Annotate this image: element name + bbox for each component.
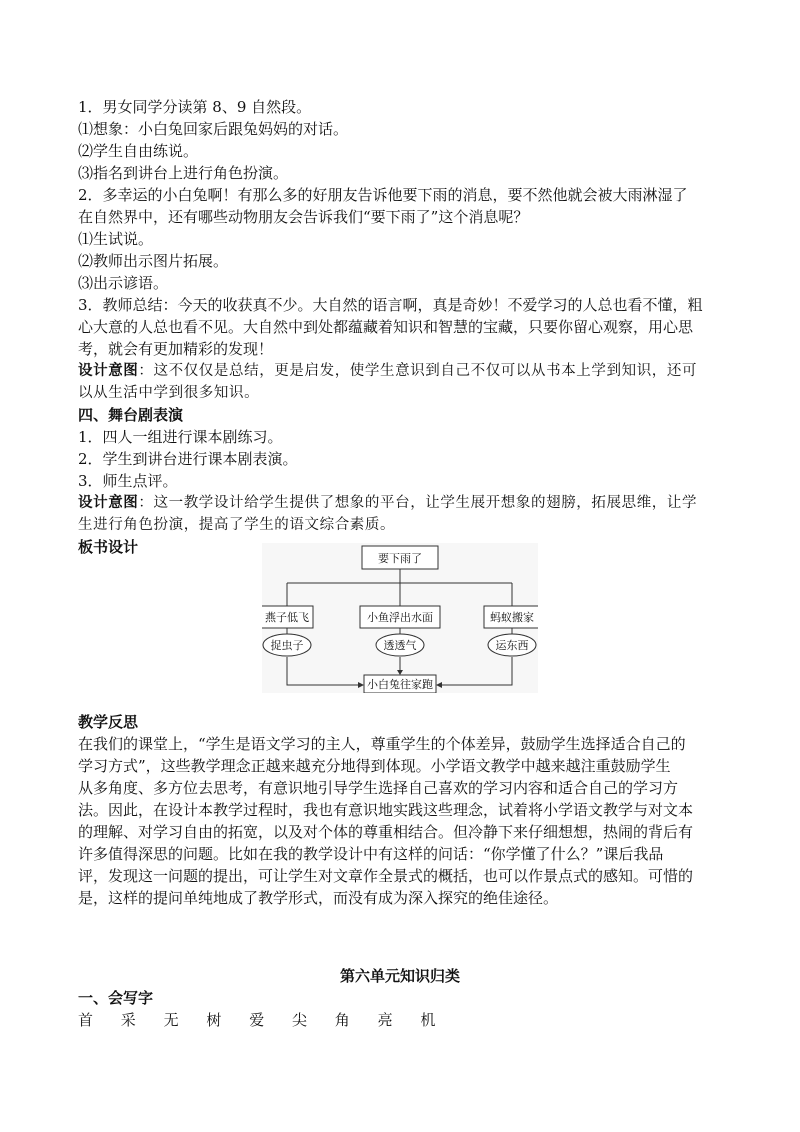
sub-item-1: ⑴想象：小白兔回家后跟兔妈妈的对话。 xyxy=(78,120,349,138)
section-4-item-2: 2．学生到讲台进行课本剧表演。 xyxy=(78,450,298,468)
item-1: 1．男女同学分读第 8、9 自然段。 xyxy=(78,98,312,116)
sub-item-3: ⑶指名到讲台上进行角色扮演。 xyxy=(78,164,289,182)
design-intent-text: ：这不仅仅是总结，更是启发，使学生意识到自己不仅可以从书本上学到知识，还可 xyxy=(138,363,698,379)
design-intent-label: 设计意图 xyxy=(78,495,139,511)
sub-label-middle: 透透气 xyxy=(383,639,417,652)
reflection-line: 法。因此，在设计本教学过程时，我也有意识地实践这些理念，试着将小学语文教学与对文本 xyxy=(78,801,694,819)
section-4-item-3: 3．师生点评。 xyxy=(78,472,178,490)
sub-item-3: ⑶出示谚语。 xyxy=(78,274,169,292)
character-list xyxy=(78,1009,448,1031)
item-3-line-3: 考，就会有更加精彩的发现！ xyxy=(78,340,274,358)
branch-label-right: 蚂蚁搬家 xyxy=(490,611,534,624)
character: 角 xyxy=(334,1011,350,1029)
reflection-line: 许多值得深思的问题。比如在我的教学设计中有这样的问话：“你学懂了什么？”课后我品 xyxy=(78,845,664,863)
board-design-diagram xyxy=(262,543,538,693)
sub-item-1: ⑴生试说。 xyxy=(78,230,154,248)
character: 无 xyxy=(163,1011,179,1029)
design-intent-label: 设计意图 xyxy=(78,363,139,379)
item-3-line-2: 心大意的人总也看不见。大自然中到处都蕴藏着知识和智慧的宝藏，只要你留心观察，用心思 xyxy=(78,318,694,336)
reflection-line: 是，这样的提问单纯地成了教学形式，而没有成为深入探究的绝佳途径。 xyxy=(78,889,559,907)
reflection-heading: 教学反思 xyxy=(78,713,139,731)
character: 首 xyxy=(78,1011,94,1029)
character: 树 xyxy=(206,1011,222,1029)
board-diagram-svg xyxy=(262,543,538,693)
unit-heading: 一、会写字 xyxy=(78,989,154,1007)
reflection-body xyxy=(78,733,724,909)
sub-label-right: 运东西 xyxy=(495,639,529,652)
reflection-line: 学习方式”，这些教学理念正越来越充分地得到体现。小学语文教学中越来越注重鼓励学生 xyxy=(78,757,671,775)
item-2-line-2: 在自然界中，还有哪些动物朋友会告诉我们“要下雨了”这个消息呢？ xyxy=(78,208,529,226)
reflection-line: 的理解、对学习自由的拓宽，以及对个体的尊重相结合。但冷静下来仔细想想，热闹的背后有 xyxy=(78,823,694,841)
sub-item-2: ⑵教师出示图片拓展。 xyxy=(78,252,229,270)
character: 爱 xyxy=(249,1011,265,1029)
design-intent-text: ：这一教学设计给学生提供了想象的平台，让学生展开想象的翅膀，拓展思维，让学 xyxy=(138,495,698,511)
character: 机 xyxy=(420,1011,436,1029)
sub-label-left: 捉虫子 xyxy=(270,639,304,652)
section-4-heading: 四、舞台剧表演 xyxy=(78,406,184,424)
section-4-item-1: 1．四人一组进行课本剧练习。 xyxy=(78,428,283,446)
unit-title: 第六单元知识归类 xyxy=(339,967,460,985)
bottom-box-label: 小白兔往家跑 xyxy=(367,678,433,691)
lesson-section-3 xyxy=(78,96,724,558)
design-intent-line-1 xyxy=(78,492,724,514)
design-intent-line-2: 以从生活中学到很多知识。 xyxy=(78,385,260,401)
branch-label-left: 燕子低飞 xyxy=(265,611,309,624)
sub-item-2: ⑵学生自由练说。 xyxy=(78,142,199,160)
reflection-line: 评，发现这一问题的提出，可让学生对文章作全景式的概括，也可以作景点式的感知。可惜的 xyxy=(78,867,694,885)
design-intent-line-2: 生进行角色扮演，提高了学生的语文综合素质。 xyxy=(78,517,396,533)
character: 亮 xyxy=(377,1011,393,1029)
reflection-line: 在我们的课堂上，“学生是语文学习的主人，尊重学生的个体差异，鼓励学生选择适合自己的 xyxy=(78,735,686,753)
character: 尖 xyxy=(291,1011,307,1029)
item-3-line-1: 3．教师总结：今天的收获真不少。大自然的语言啊，真是奇妙！不爱学习的人总也看不懂，粗 xyxy=(78,296,703,314)
item-2-line-1: 2．多幸运的小白兔啊！有那么多的好朋友告诉他要下雨的消息，要不然他就会被大雨淋湿了 xyxy=(78,186,688,204)
branch-label-middle: 小鱼浮出水面 xyxy=(367,611,433,624)
design-intent-line-1 xyxy=(78,360,724,382)
character: 采 xyxy=(120,1011,136,1029)
board-design-heading: 板书设计 xyxy=(78,538,139,556)
reflection-line: 从多角度、多方位去思考，有意识地引导学生选择自己喜欢的学习内容和适合自己的学习方 xyxy=(78,779,679,797)
top-box-label: 要下雨了 xyxy=(378,552,422,565)
